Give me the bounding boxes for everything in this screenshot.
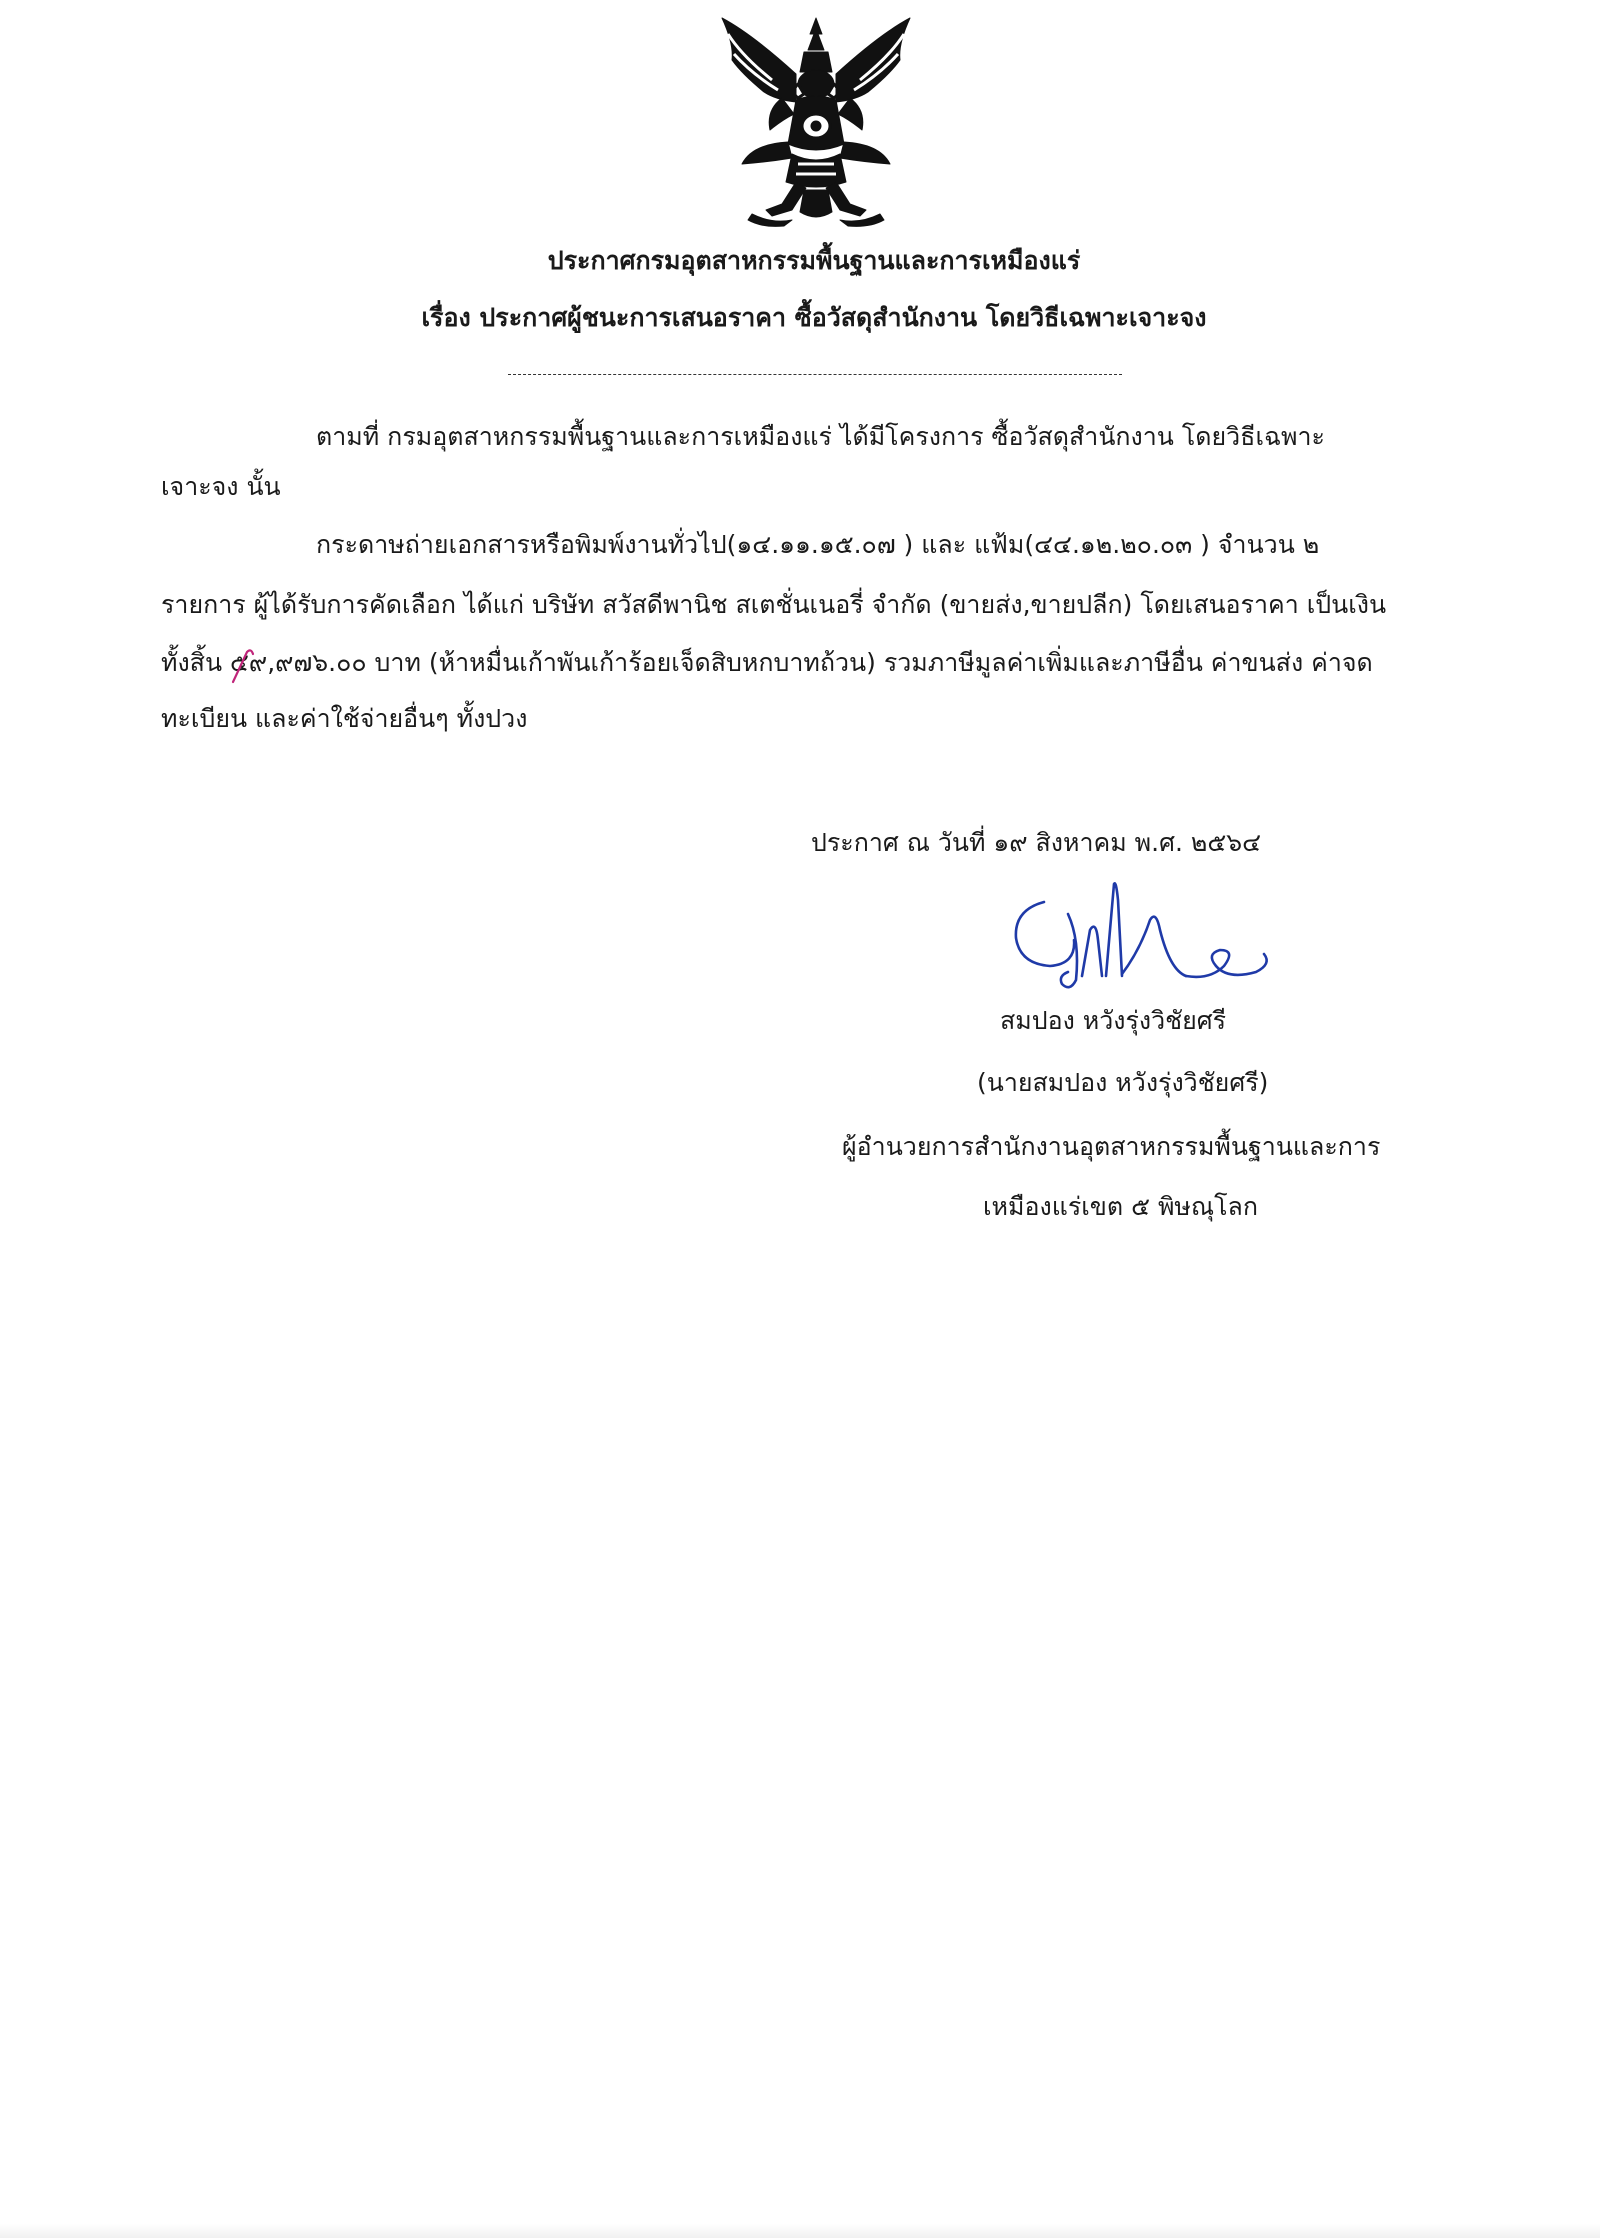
announcement-date: ประกาศ ณ วันที่ ๑๙ สิงหาคม พ.ศ. ๒๕๖๔ (811, 828, 1262, 857)
signed-name: สมปอง หวังรุ่งวิชัยศรี (1000, 1006, 1227, 1035)
signatory-position-line-1: ผู้อำนวยการสำนักงานอุตสาหกรรมพื้นฐานและการ (842, 1132, 1381, 1161)
body-line-6: ทะเบียน และค่าใช้จ่ายอื่นๆ ทั้งปวง (161, 704, 528, 733)
correction-mark-icon (229, 646, 259, 686)
handwritten-signature-icon (1010, 880, 1280, 1000)
garuda-emblem-icon (712, 14, 920, 228)
announcement-subject: เรื่อง ประกาศผู้ชนะการเสนอราคา ซื้อวัสดุสำนักงาน โดยวิธีเฉพาะเจาะจง (421, 303, 1207, 332)
body-line-2: เจาะจง นั้น (161, 472, 281, 501)
body-line-1: ตามที่ กรมอุตสาหกรรมพื้นฐานและการเหมืองแร่ ได้มีโครงการ ซื้อวัสดุสำนักงาน โดยวิธีเฉพาะ (316, 422, 1325, 451)
scan-bottom-edge (0, 2224, 1600, 2238)
signatory-position-line-2: เหมืองแร่เขต ๕ พิษณุโลก (983, 1192, 1258, 1221)
announcement-title: ประกาศกรมอุตสาหกรรมพื้นฐานและการเหมืองแร่ (547, 246, 1081, 275)
signatory-full-name: (นายสมปอง หวังรุ่งวิชัยศรี) (977, 1068, 1269, 1097)
body-line-4: รายการ ผู้ได้รับการคัดเลือก ได้แก่ บริษัท สวัสดีพานิช สเตชั่นเนอรี่ จำกัด (ขายส่ง,ขายปลีก) โดยเสนอราคา เป็นเงิน (161, 590, 1387, 619)
body-line-3: กระดาษถ่ายเอกสารหรือพิมพ์งานทั่วไป(๑๔.๑๑.๑๕.๐๗ ) และ แฟ้ม(๔๔.๑๒.๒๐.๐๓ ) จำนวน ๒ (316, 530, 1320, 559)
body-line-5: ทั้งสิ้น ๕๙,๙๗๖.๐๐ บาท (ห้าหมื่นเก้าพันเก้าร้อยเจ็ดสิบหกบาทถ้วน) รวมภาษีมูลค่าเพิ่มและภาษีอื่น ค่าขนส่ง ค่าจด (161, 648, 1373, 677)
title-divider (508, 374, 1122, 375)
